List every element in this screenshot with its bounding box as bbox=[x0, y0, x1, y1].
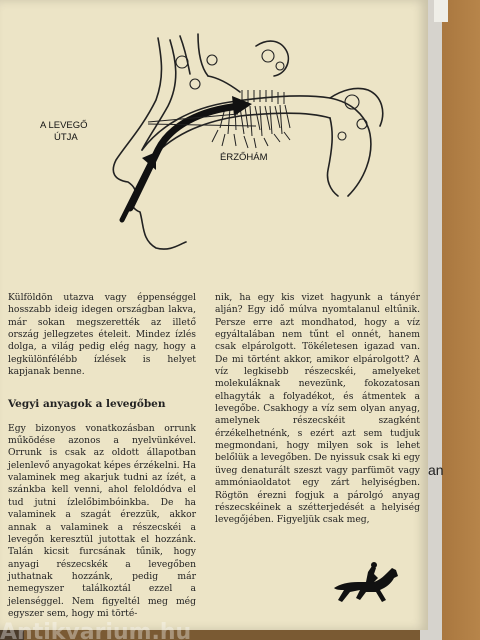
watermark: Antikvarium.hu bbox=[0, 620, 192, 640]
next-page-fragment: an bbox=[428, 462, 444, 478]
label-air-path-line2: ÚTJA bbox=[54, 132, 78, 143]
nose-cross-section-illustration bbox=[30, 30, 410, 280]
horse-rider-icon bbox=[330, 560, 406, 606]
next-page-corner bbox=[434, 0, 448, 22]
background-right bbox=[420, 0, 480, 640]
body-paragraph-right: nik, ha egy kis vizet hagyunk a tányér alján? Egy idő múlva nyomtalanul eltűnik. Persze erre azt mondhatod, hogy a víz egyáltalában nem tűnt el onnét, hanem csak elpárolgott. Tökéletesen igazad van. De mi történt akkor, amikor elpárolgott? A víz legkisebb részecskéi, amelyeket molekuláknak nevezünk, fokozatosan elhagyták a folyadékot, és átmentek a levegőbe. Csakhogy a víz sem olyan anyag, amelynek részecskéit szagként érzékelhetnénk, s ezért azt sem tudjuk megmondani, hogy milyen sok is lehet belőlük a levegőben. De nyissuk csak ki egy üveg denaturált szeszt vagy parfümöt vagy ammóniaoldatot egy zárt helyiségben. Rögtön érezni fogjuk a párolgó anyag részecskéinek a szétterjedését a helyiség levegőjében. Figyeljük csak meg, bbox=[215, 292, 420, 526]
intro-paragraph: Külföldön utazva vagy éppenséggel hosszabb ideig idegen országban lakva, már sokan megszerették az illető ország jellegzetes ételeit. Mindez ízlés dolga, a világ pedig elég nagy, hogy a legkülönfélébb ízlések is helyet kapjanak benne. bbox=[8, 292, 196, 378]
section-heading: Vegyi anyagok a levegőben bbox=[8, 398, 166, 411]
label-air-path-line1: A LEVEGŐ bbox=[40, 120, 88, 131]
label-sensory-epithelium: ÉRZŐHÁM bbox=[220, 152, 268, 163]
text-column-left bbox=[8, 292, 196, 620]
body-paragraph-left: Egy bizonyos vonatkozásban orrunk működése azonos a nyelvünkével. Orrunk is csak az oldott állapotban jelenlevő anyagokat képes érzékelni. Ha valaminek meg akarjuk tudni az ízét, a szánkba kell venni, ahol feloldódva el tud jutni ízlelőbimbóinkba. De ha valaminek a szagát érezzük, akkor annak a valaminek a részecskéi a levegőn keresztül jutottak el hozzánk. Talán kicsit furcsának tűnik, hogy anyagi részecskék a levegőben juthatnak hozzánk, pedig már nemegyszer találkoztál ezzel a jelenséggel. Nem figyeltél meg még egyszer sem, hogy mi törté- bbox=[8, 422, 196, 619]
text-column-right bbox=[215, 292, 420, 527]
